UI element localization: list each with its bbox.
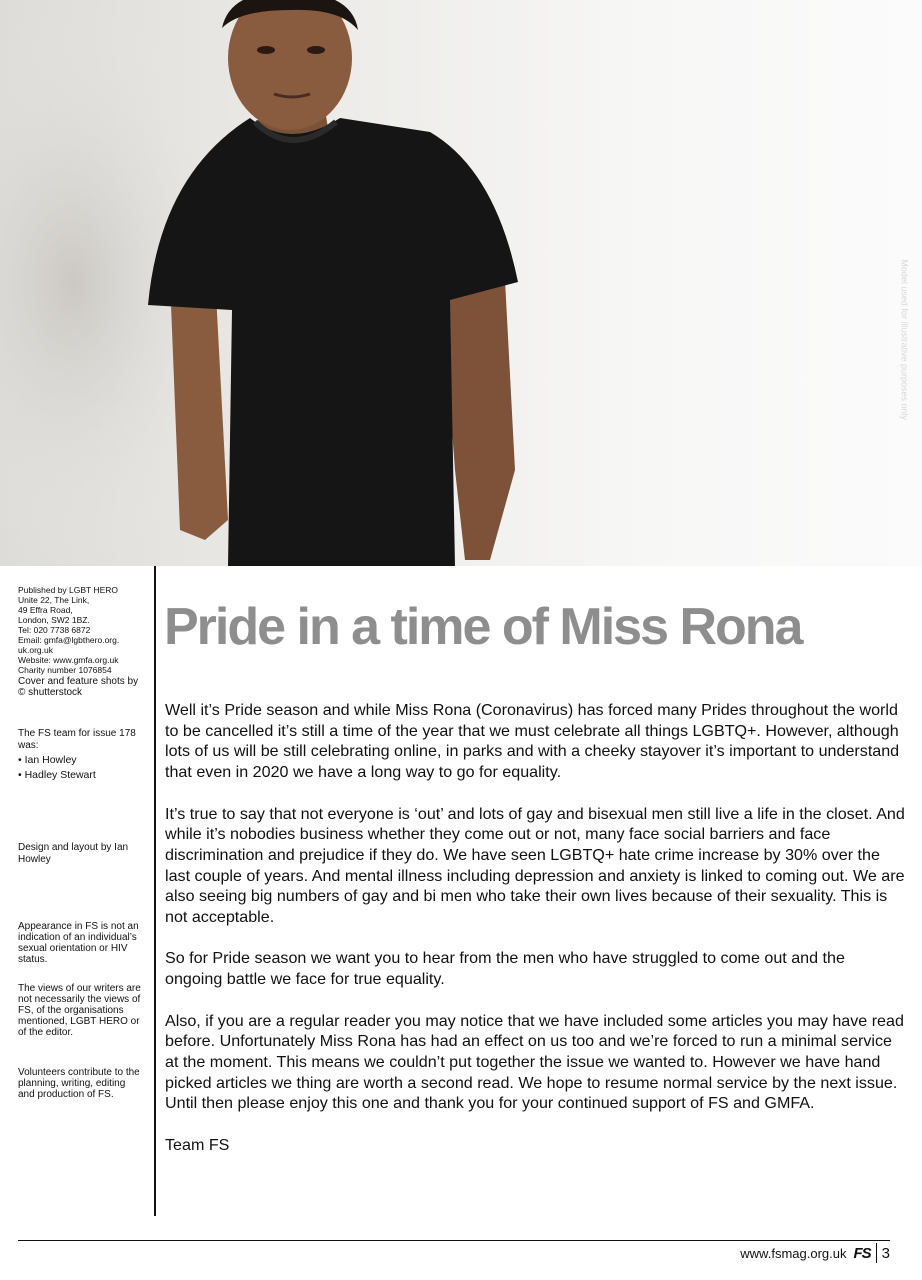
hero-photo [0,0,922,566]
publisher-line: London, SW2 1BZ. [18,615,90,625]
article-headline: Pride in a time of Miss Rona [164,598,802,656]
model-illustration [0,0,922,566]
article-paragraph: Well it’s Pride season and while Miss Rona (Coronavirus) has forced many Prides throughout the world to be cancelled it’s still a time of the year that we must celebrate all things LGBTQ+. However, although lots of us will be still celebrating online, in parks and with a cheeky stayover it’s important to understand that even in 2020 we have a long way to go for equality. [165,701,900,782]
publisher-line: Charity number 1076854 [18,665,112,675]
article-paragraph: Also, if you are a regular reader you may notice that we have included some articles you may have read before. Unfortunately Miss Rona has had an effect on us too and we’re forced to run a minimal service at the moment. This means we couldn’t put together the issue we wanted to. However we have hand picked articles we thing are worth a second read. We hope to resume normal service by the next issue. Until then please enjoy this one and thank you for your continued support of FS and GMFA. [165,1011,904,1113]
column-divider [154,566,156,1216]
article-paragraph: So for Pride season we want you to hear from the men who have struggled to come out and the ongoing battle we face for true equality. [165,949,845,989]
publisher-line: Tel: 020 7738 6872 [18,625,91,635]
publisher-info [18,585,144,675]
publisher-line: Published by LGBT HERO [18,585,118,595]
disclaimer-appearance: Appearance in FS is not an indication of an individual’s sexual orientation or HIV status. [18,921,139,965]
team-heading: The FS team for issue 178 was: [18,728,136,751]
design-credit: Design and layout by Ian Howley [18,842,129,865]
fs-logo: FS [853,1244,871,1262]
publisher-line: 49 Effra Road, [18,605,73,615]
publisher-line: Unite 22, The Link, [18,595,90,605]
team-list [18,754,144,782]
publisher-line: Website: www.gmfa.org.uk [18,655,119,665]
page-number: 3 [881,1244,890,1262]
article-body [165,700,905,1176]
volunteers-note: Volunteers contribute to the planning, writing, editing and production of FS. [18,1067,140,1100]
footer-divider [876,1243,877,1263]
footer-rule [18,1240,890,1241]
model-credit-caption: Model used for illustrative purposes only [900,259,910,420]
disclaimer-views: The views of our writers are not necessarily the views of FS, of the organisations mentioned, LGBT HERO or of the editor. [18,983,141,1038]
publisher-line: Email: gmfa@lgbthero.org. [18,635,120,645]
team-member: • Ian Howley [18,754,77,766]
page-footer [740,1243,890,1263]
photo-credit: Cover and feature shots by © shutterstock [18,676,139,698]
article-signoff: Team FS [165,1135,230,1154]
team-member: • Hadley Stewart [18,769,96,781]
footer-url[interactable]: www.fsmag.org.uk [740,1245,847,1261]
article-paragraph: It’s true to say that not everyone is ‘out’ and lots of gay and bisexual men still live a life in the closet. And while it’s nobodies business whether they come out or not, many face social barriers and face discrimination and prejudice if they do. We have seen LGBTQ+ hate crime increase by 30% over the last couple of years. And mental illness including depression and anxiety is linked to coming out. We are also seeing big numbers of gay and bi men who take their own lives because of their sexuality. This is not acceptable. [165,804,905,927]
publisher-line: uk.org.uk [18,645,53,655]
